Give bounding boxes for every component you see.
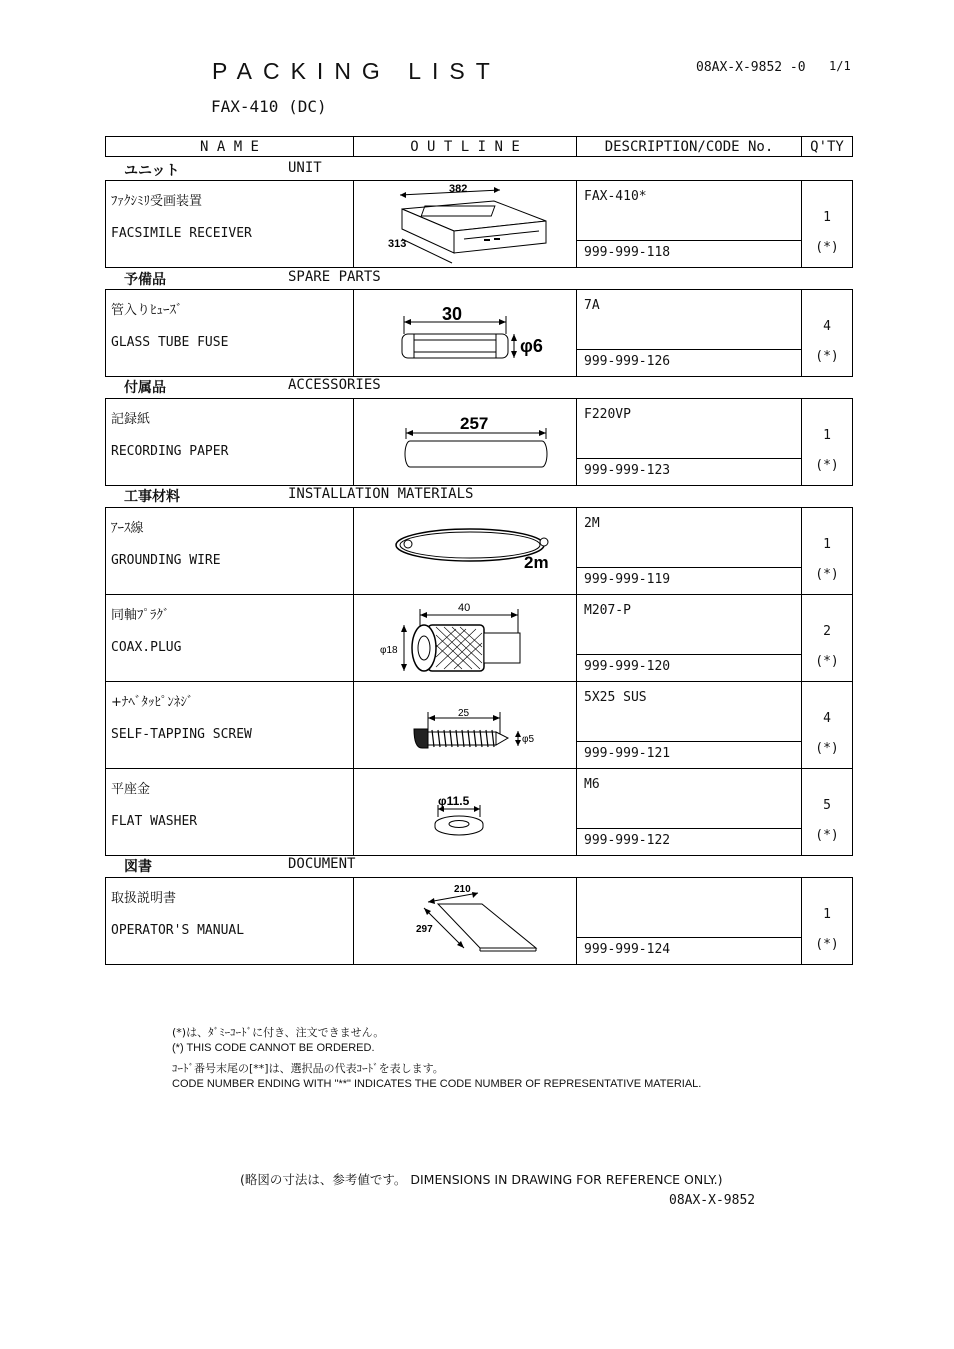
description-cell — [576, 180, 802, 268]
page-number: 1/1 — [829, 59, 851, 73]
dim-diameter-label: φ5 — [522, 734, 535, 745]
dim-length-label: 40 — [458, 602, 471, 614]
fuse-drawing — [354, 290, 576, 376]
category-jp-accessories: 付属品 — [124, 380, 166, 396]
item-name-jp: 取扱説明書 — [111, 891, 177, 906]
item-code: 999-999-122 — [584, 833, 671, 848]
code-divider — [577, 654, 801, 655]
facsimile-receiver-drawing — [354, 181, 576, 267]
item-description: M207-P — [584, 603, 631, 618]
document-number: 08AX-X-9852 -0 — [696, 60, 806, 75]
outline-cell — [353, 507, 577, 595]
washer-drawing — [354, 769, 576, 855]
description-cell — [576, 768, 802, 856]
item-code: 999-999-123 — [584, 463, 671, 478]
category-jp-installation: 工事材料 — [124, 489, 180, 505]
category-jp-spare: 予備品 — [124, 272, 166, 288]
model-name: FAX-410 (DC) — [211, 97, 327, 116]
item-qty: 5 — [823, 798, 831, 813]
dim-diameter-label: φ6 — [520, 336, 543, 356]
outline-cell — [353, 398, 577, 486]
qty-cell — [801, 877, 853, 965]
item-description: 5X25 SUS — [584, 690, 647, 705]
note-jp-dummy: (*)は、ﾀﾞﾐｰｺｰﾄﾞに付き、注文できません。 — [172, 1026, 385, 1039]
item-name-jp: 管入りﾋｭｰｽﾞ — [111, 303, 183, 318]
coax-plug-drawing — [354, 595, 576, 681]
item-code: 999-999-119 — [584, 572, 671, 587]
item-name-jp: 記録紙 — [111, 412, 151, 427]
category-jp-unit: ユニット — [124, 163, 180, 179]
code-divider — [577, 828, 801, 829]
item-qty: 1 — [823, 428, 831, 443]
code-divider — [577, 937, 801, 938]
name-cell — [105, 398, 354, 486]
item-name-en: FACSIMILE RECEIVER — [111, 226, 252, 241]
category-en-installation: INSTALLATION MATERIALS — [288, 486, 474, 502]
category-en-document: DOCUMENT — [288, 856, 356, 872]
description-cell — [576, 877, 802, 965]
name-cell — [105, 594, 354, 682]
grounding-wire-drawing — [354, 508, 576, 594]
outline-cell — [353, 180, 577, 268]
name-cell — [105, 877, 354, 965]
paper-roll-drawing — [354, 399, 576, 485]
item-qty-note: (*) — [815, 240, 839, 255]
item-description: M6 — [584, 777, 600, 792]
item-qty: 1 — [823, 907, 831, 922]
note-jp-code: ｺｰﾄﾞ番号末尾の[**]は、選択品の代表ｺｰﾄﾞを表します。 — [172, 1062, 444, 1075]
item-qty-note: (*) — [815, 741, 839, 756]
name-cell — [105, 180, 354, 268]
description-cell — [576, 594, 802, 682]
item-name-jp: ﾌｧｸｼﾐﾘ受画装置 — [111, 194, 203, 209]
dim-length-label: 25 — [458, 708, 470, 719]
name-cell — [105, 768, 354, 856]
category-jp-document: 図書 — [124, 859, 152, 875]
item-description: FAX-410* — [584, 189, 647, 204]
item-name-en: GROUNDING WIRE — [111, 553, 221, 568]
item-qty-note: (*) — [815, 458, 839, 473]
description-cell — [576, 681, 802, 769]
note-en-code: CODE NUMBER ENDING WITH "**" INDICATES THE CODE NUMBER OF REPRESENTATIVE MATERIAL. — [172, 1078, 702, 1090]
item-name-en: OPERATOR'S MANUAL — [111, 923, 245, 938]
item-name-en: SELF-TAPPING SCREW — [111, 727, 252, 742]
qty-cell — [801, 289, 853, 377]
column-header-qty: Q'TY — [801, 136, 853, 157]
item-code: 999-999-120 — [584, 659, 671, 674]
item-name-jp: +ﾅﾍﾞﾀｯﾋﾟﾝﾈｼﾞ — [111, 695, 194, 710]
dim-width-label: 382 — [449, 183, 468, 195]
item-name-jp: 同軸ﾌﾟﾗｸﾞ — [111, 608, 170, 623]
footer-reference-note: (略図の寸法は、参考値です。 DIMENSIONS IN DRAWING FOR REFERENCE ONLY.) — [240, 1172, 723, 1187]
description-cell — [576, 507, 802, 595]
category-en-accessories: ACCESSORIES — [288, 377, 381, 393]
item-name-jp: 平座金 — [111, 782, 151, 797]
item-description: 2M — [584, 516, 600, 531]
outline-cell — [353, 681, 577, 769]
dim-length-label: 30 — [442, 304, 463, 324]
item-name-jp: ｱｰｽ線 — [111, 521, 144, 536]
item-qty: 1 — [823, 210, 831, 225]
item-code: 999-999-118 — [584, 245, 671, 260]
item-code: 999-999-126 — [584, 354, 671, 369]
item-code: 999-999-121 — [584, 746, 671, 761]
item-qty-note: (*) — [815, 654, 839, 669]
dim-diameter-label: φ11.5 — [438, 794, 470, 808]
outline-cell — [353, 877, 577, 965]
column-header-outline: O U T L I N E — [353, 136, 577, 157]
dim-length-label: 257 — [460, 414, 489, 433]
manual-drawing — [354, 878, 576, 964]
column-header-description: DESCRIPTION/CODE No. — [576, 136, 802, 157]
name-cell — [105, 681, 354, 769]
footer-document-number: 08AX-X-9852 — [669, 1193, 756, 1208]
qty-cell — [801, 180, 853, 268]
dim-height-label: 297 — [416, 924, 433, 935]
item-name-en: COAX.PLUG — [111, 640, 182, 655]
qty-cell — [801, 507, 853, 595]
dim-width-label: 210 — [454, 884, 471, 895]
category-en-unit: UNIT — [288, 160, 322, 176]
item-name-en: GLASS TUBE FUSE — [111, 335, 229, 350]
dim-diameter-label: φ18 — [380, 645, 398, 656]
item-qty: 4 — [823, 319, 831, 334]
screw-drawing — [354, 682, 576, 768]
name-cell — [105, 507, 354, 595]
code-divider — [577, 349, 801, 350]
item-qty: 4 — [823, 711, 831, 726]
outline-cell — [353, 594, 577, 682]
item-description: F220VP — [584, 407, 631, 422]
item-name-en: FLAT WASHER — [111, 814, 198, 829]
qty-cell — [801, 768, 853, 856]
item-qty-note: (*) — [815, 828, 839, 843]
document-title: PACKING LIST — [212, 58, 501, 84]
description-cell — [576, 289, 802, 377]
item-qty: 2 — [823, 624, 831, 639]
outline-cell — [353, 768, 577, 856]
outline-cell — [353, 289, 577, 377]
name-cell — [105, 289, 354, 377]
dim-length-label: 2m — [524, 553, 549, 572]
qty-cell — [801, 594, 853, 682]
item-qty-note: (*) — [815, 567, 839, 582]
code-divider — [577, 741, 801, 742]
category-en-spare: SPARE PARTS — [288, 269, 381, 285]
item-qty-note: (*) — [815, 349, 839, 364]
item-code: 999-999-124 — [584, 942, 671, 957]
description-cell — [576, 398, 802, 486]
item-qty-note: (*) — [815, 937, 839, 952]
qty-cell — [801, 398, 853, 486]
dim-depth-label: 313 — [388, 238, 407, 250]
code-divider — [577, 567, 801, 568]
item-description: 7A — [584, 298, 600, 313]
item-qty: 1 — [823, 537, 831, 552]
code-divider — [577, 458, 801, 459]
column-header-name: N A M E — [105, 136, 354, 157]
code-divider — [577, 240, 801, 241]
item-name-en: RECORDING PAPER — [111, 444, 229, 459]
qty-cell — [801, 681, 853, 769]
note-en-dummy: (*) THIS CODE CANNOT BE ORDERED. — [172, 1042, 375, 1054]
